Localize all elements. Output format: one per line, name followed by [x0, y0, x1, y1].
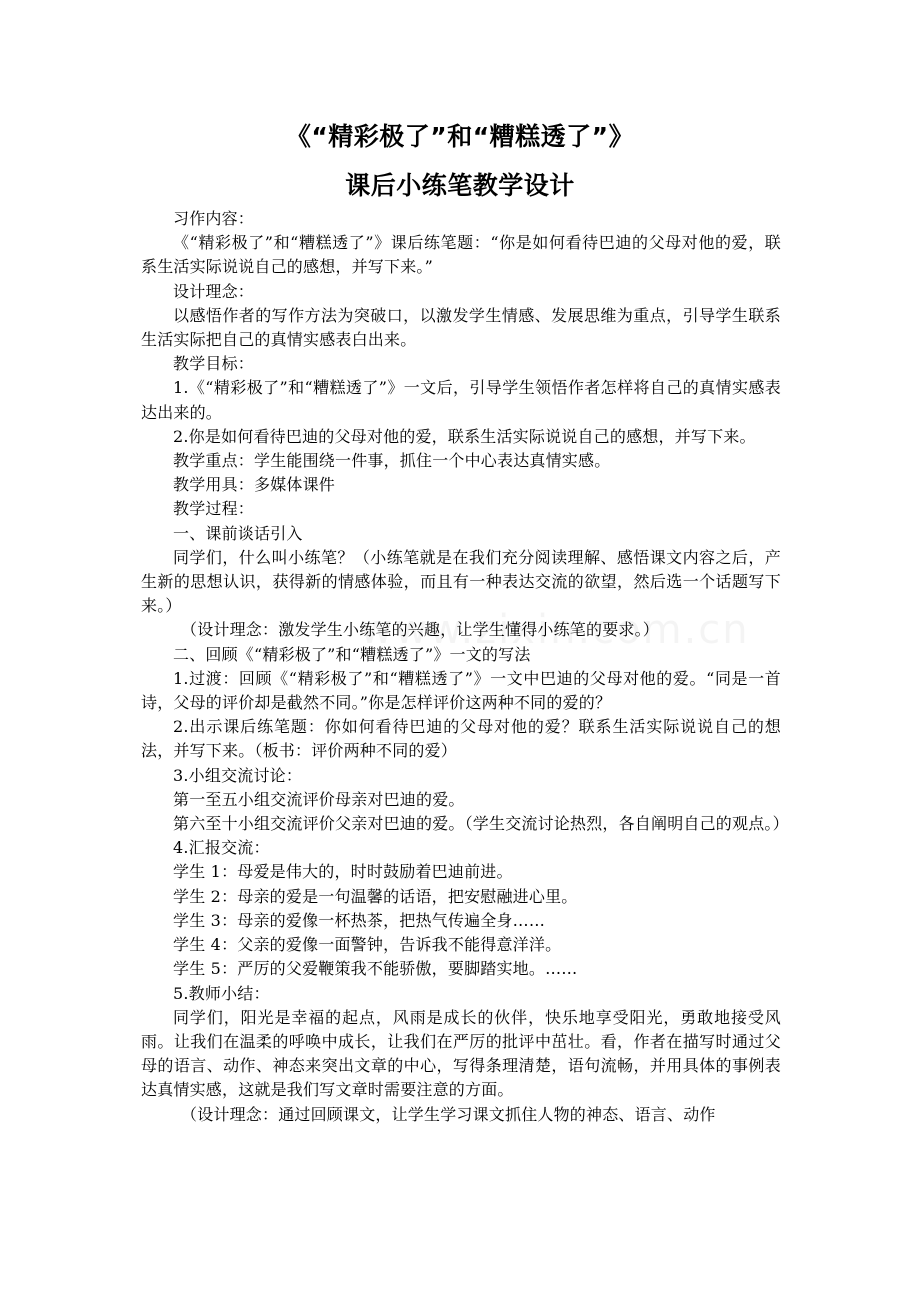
- paragraph-writing-content: 《“精彩极了”和“糟糕透了”》课后练笔题：“你是如何看待巴迪的父母对他的爱，联系生活实际说说自己的感想，并写下来。”: [141, 233, 781, 277]
- paragraph-student-4: 学生 4：父亲的爱像一面警钟，告诉我不能得意洋洋。: [173, 935, 562, 955]
- paragraph-design-concept: 以感悟作者的写作方法为突破口，以激发学生情感、发展思维为重点，引导学生联系生活实际把自己的真情实感表白出来。: [141, 305, 781, 350]
- document-title-line-1: 《“精彩极了”和“糟糕透了”》: [285, 122, 635, 151]
- paragraph-step-1: 1.过渡：回顾《“精彩极了”和“糟糕透了”》一文中巴迪的父母对他的爱。“同是一首诗，父母的评价却是截然不同。”你是怎样评价这两种不同的爱的？: [141, 668, 781, 713]
- paragraph-groups-1-5: 第一至五小组交流评价母亲对巴迪的爱。: [173, 789, 465, 809]
- paragraph-goal-2: 2.你是如何看待巴迪的父母对他的爱，联系生活实际说说自己的感想，并写下来。: [173, 426, 756, 446]
- paragraph-goal-1: 1.《“精彩极了”和“糟糕透了”》一文后，引导学生领悟作者怎样将自己的真情实感表达出来的。: [141, 378, 781, 422]
- document-title-line-2: 课后小练笔教学设计: [345, 171, 575, 200]
- paragraph-teaching-tools: 教学用具：多媒体课件: [173, 475, 336, 495]
- paragraph-writing-content-heading: 习作内容：: [173, 209, 255, 228]
- paragraph-design-concept-heading: 设计理念：: [173, 281, 255, 301]
- paragraph-teaching-goals-heading: 教学目标：: [173, 354, 255, 374]
- paragraph-student-3: 学生 3：母亲的爱像一杯热茶，把热气传遍全身……: [173, 910, 546, 930]
- paragraph-teacher-summary: 同学们，阳光是幸福的起点，风雨是成长的伙伴，快乐地享受阳光，勇敢地接受风雨。让我们在温柔的呼唤中成长，让我们在严厉的批评中茁壮。看，作者在描写时通过父母的语言、动作、神态来突出文章的中心，写得条理清楚，语句流畅，并用具体的事例表达真情实感，这就是我们写文章时需要注意的方面。: [141, 1007, 781, 1100]
- paragraph-section-1-note: （设计理念：激发学生小练笔的兴趣，让学生懂得小练笔的要求。）: [181, 620, 660, 640]
- paragraph-student-1: 学生 1：母爱是伟大的，时时鼓励着巴迪前进。: [173, 862, 513, 882]
- paragraph-groups-6-10: 第六至十小组交流评价父亲对巴迪的爱。（学生交流讨论热烈，各自阐明自己的观点。）: [173, 814, 789, 834]
- paragraph-teaching-process-heading: 教学过程：: [173, 499, 255, 519]
- paragraph-step-3: 3.小组交流讨论：: [173, 765, 303, 785]
- paragraph-section-1-body: 同学们，什么叫小练笔？（小练笔就是在我们充分阅读理解、感悟课文内容之后，产生新的思想认识，获得新的情感体验，而且有一种表达交流的欲望，然后选一个话题写下来。）: [141, 547, 781, 616]
- paragraph-section-2-note: （设计理念：通过回顾课文，让学生学习课文抓住人物的神态、语言、动作: [181, 1104, 716, 1124]
- document-body: [141, 207, 789, 1127]
- paragraph-teaching-focus: 教学重点：学生能围绕一件事，抓住一个中心表达真情实感。: [173, 451, 611, 471]
- paragraph-section-2-heading: 二、回顾《“精彩极了”和“糟糕透了”》一文的写法: [173, 644, 531, 664]
- paragraph-step-2: 2.出示课后练笔题：你如何看待巴迪的父母对他的爱？联系生活实际说说自己的想法，并写下来。（板书：评价两种不同的爱）: [141, 717, 781, 761]
- paragraph-step-4: 4.汇报交流：: [173, 838, 270, 858]
- paragraph-step-5: 5.教师小结：: [173, 983, 270, 1003]
- paragraph-section-1-heading: 一、课前谈话引入: [173, 523, 303, 543]
- paragraph-student-5: 学生 5：严厉的父爱鞭策我不能骄傲，要脚踏实地。……: [173, 959, 578, 979]
- paragraph-student-2: 学生 2：母亲的爱是一句温馨的话语，把安慰融进心里。: [173, 886, 578, 906]
